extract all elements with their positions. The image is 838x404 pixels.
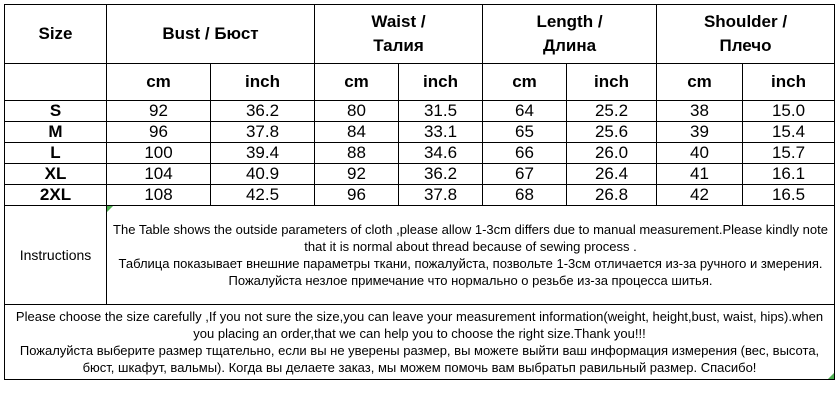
value-cell: 64 (483, 101, 567, 122)
value-cell: 92 (107, 101, 211, 122)
table-row (5, 164, 835, 185)
value-cell: 40 (657, 143, 743, 164)
instructions-row (5, 206, 835, 305)
unit-cell: inch (211, 64, 315, 101)
value-cell: 39.4 (211, 143, 315, 164)
value-cell: 88 (315, 143, 399, 164)
value-cell: 66 (483, 143, 567, 164)
header-length (483, 5, 657, 64)
length-header-text: Length / Длина (536, 12, 603, 55)
value-cell: 39 (657, 122, 743, 143)
value-cell: 16.5 (743, 185, 835, 206)
unit-cell: inch (743, 64, 835, 101)
value-cell: 15.4 (743, 122, 835, 143)
unit-cell: cm (107, 64, 211, 101)
note-ru: Пожалуйста выберите размер тщательно, если вы не уверены размер, вы можете выйти ваш информация измерения (вес, высота, бюст, шкафут, вальмы). Когда вы делаете заказ, мы можем помочь вам выбратьп равильный размер. Спасибо! (19, 343, 820, 375)
unit-cell: cm (657, 64, 743, 101)
unit-cell: inch (399, 64, 483, 101)
unit-cell: inch (567, 64, 657, 101)
size-cell: L (5, 143, 107, 164)
unit-empty (5, 64, 107, 101)
value-cell: 68 (483, 185, 567, 206)
note-en: Please choose the size carefully ,If you not sure the size,you can leave your measurement information(weight, height,bust, waist, hips).when you placing an order,that we can help you to choose the right size.Thank you!!! (15, 309, 824, 341)
value-cell: 80 (315, 101, 399, 122)
value-cell: 36.2 (211, 101, 315, 122)
instructions-label: Instructions (5, 206, 107, 305)
instructions-text (107, 206, 835, 305)
value-cell: 67 (483, 164, 567, 185)
table-row (5, 185, 835, 206)
value-cell: 92 (315, 164, 399, 185)
header-row (5, 5, 835, 64)
value-cell: 42 (657, 185, 743, 206)
table-row (5, 143, 835, 164)
value-cell: 36.2 (399, 164, 483, 185)
value-cell: 41 (657, 164, 743, 185)
unit-row (5, 64, 835, 101)
value-cell: 26.8 (567, 185, 657, 206)
table-row (5, 122, 835, 143)
value-cell: 26.4 (567, 164, 657, 185)
size-cell: S (5, 101, 107, 122)
value-cell: 15.0 (743, 101, 835, 122)
value-cell: 38 (657, 101, 743, 122)
value-cell: 65 (483, 122, 567, 143)
value-cell: 108 (107, 185, 211, 206)
value-cell: 25.6 (567, 122, 657, 143)
size-cell: M (5, 122, 107, 143)
value-cell: 104 (107, 164, 211, 185)
header-waist (315, 5, 483, 64)
size-cell: XL (5, 164, 107, 185)
value-cell: 37.8 (211, 122, 315, 143)
unit-cell: cm (315, 64, 399, 101)
note-text (5, 305, 835, 380)
shoulder-header-text: Shoulder / Плечо (703, 12, 788, 55)
header-bust: Bust / Бюст (107, 5, 315, 64)
value-cell: 40.9 (211, 164, 315, 185)
header-shoulder (657, 5, 835, 64)
value-cell: 96 (315, 185, 399, 206)
instructions-en: The Table shows the outside parameters of cloth ,please allow 1-3cm differs due to manual measurement.Please kindly note that it is normal about thread because of sewing process . (113, 222, 828, 254)
value-cell: 33.1 (399, 122, 483, 143)
value-cell: 25.2 (567, 101, 657, 122)
value-cell: 42.5 (211, 185, 315, 206)
unit-cell: cm (483, 64, 567, 101)
value-cell: 16.1 (743, 164, 835, 185)
value-cell: 96 (107, 122, 211, 143)
instructions-ru: Таблица показывает внешние параметры ткани, пожалуйста, позвольте 1-3см отличается из-за ручного и змерения. Пожалуйста незлое примечание что нормально о резьбе из-за процесса шитья. (118, 256, 823, 288)
header-size: Size (5, 5, 107, 64)
corner-marker (107, 206, 113, 212)
size-cell: 2XL (5, 185, 107, 206)
waist-header-text: Waist / Талия (371, 12, 426, 55)
value-cell: 37.8 (399, 185, 483, 206)
value-cell: 100 (107, 143, 211, 164)
note-row (5, 305, 835, 380)
value-cell: 84 (315, 122, 399, 143)
value-cell: 31.5 (399, 101, 483, 122)
corner-marker (828, 373, 834, 379)
value-cell: 15.7 (743, 143, 835, 164)
value-cell: 26.0 (567, 143, 657, 164)
value-cell: 34.6 (399, 143, 483, 164)
table-row (5, 101, 835, 122)
size-table (4, 4, 835, 380)
